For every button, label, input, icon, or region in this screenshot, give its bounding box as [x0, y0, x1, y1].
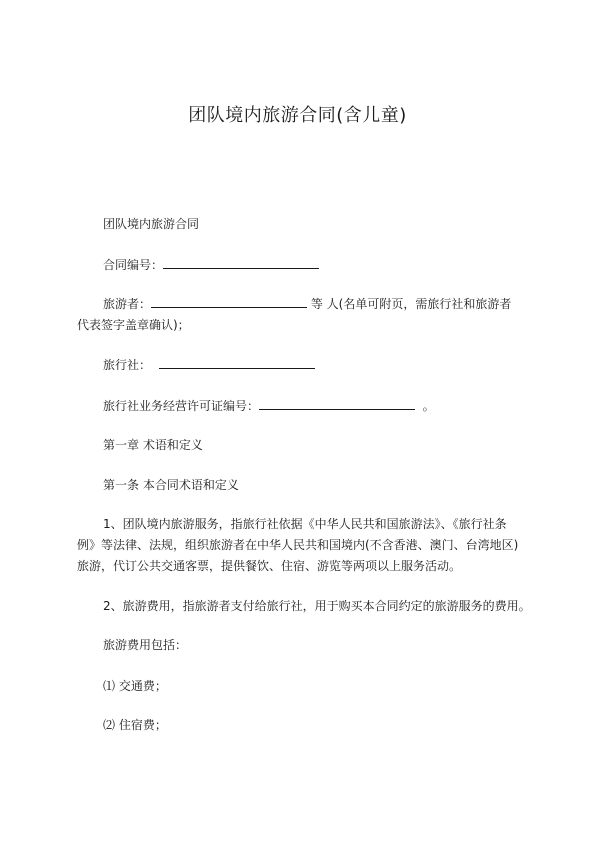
tourist-name-blank[interactable]: [151, 295, 307, 308]
clause-1-line-2: 例》等法律、法规，组织旅游者在中华人民共和国境内(不含香港、澳门、台湾地区): [77, 538, 519, 552]
document-title: 团队境内旅游合同(含儿童): [188, 105, 407, 126]
tourist-suffix: 等 人(名单可附页，需旅行社和旅游者: [310, 297, 512, 311]
clause-1-paragraph: [77, 514, 529, 577]
contract-number-label: 合同编号：: [103, 258, 164, 272]
license-end: 。: [422, 399, 435, 413]
license-row: [103, 397, 435, 415]
contract-subtitle: 团队境内旅游合同: [103, 217, 200, 231]
contract-number-blank[interactable]: [163, 256, 319, 269]
agency-row: [103, 356, 315, 374]
tourist-label: 旅游者：: [103, 297, 152, 311]
article-heading: 第一条 本合同术语和定义: [103, 478, 239, 492]
clause-1-line-3: 旅游，代订公共交通客票，提供餐饮、住宿、游览等两项以上服务活动。: [77, 559, 462, 573]
contract-number-row: [103, 256, 319, 274]
agency-name-blank[interactable]: [159, 356, 315, 369]
clause-1-line-1: 1、团队境内旅游服务，指旅行社依据《中华人民共和国旅游法》、《旅行社条: [103, 517, 507, 531]
tourist-row: [103, 295, 511, 313]
license-label: 旅行社业务经营许可证编号：: [103, 399, 260, 413]
agency-label: 旅行社：: [103, 358, 152, 372]
fee-item-accommodation: ⑵ 住宿费；: [103, 718, 167, 732]
fees-include-label: 旅游费用包括：: [103, 638, 188, 652]
fee-item-transport: ⑴ 交通费；: [103, 679, 167, 693]
chapter-heading: 第一章 术语和定义: [103, 438, 203, 452]
clause-2-paragraph: 2、旅游费用，指旅游者支付给旅行社，用于购买本合同约定的旅游服务的费用。: [103, 599, 531, 613]
license-number-blank[interactable]: [259, 397, 415, 410]
tourist-suffix-continued: 代表签字盖章确认)；: [77, 318, 190, 332]
